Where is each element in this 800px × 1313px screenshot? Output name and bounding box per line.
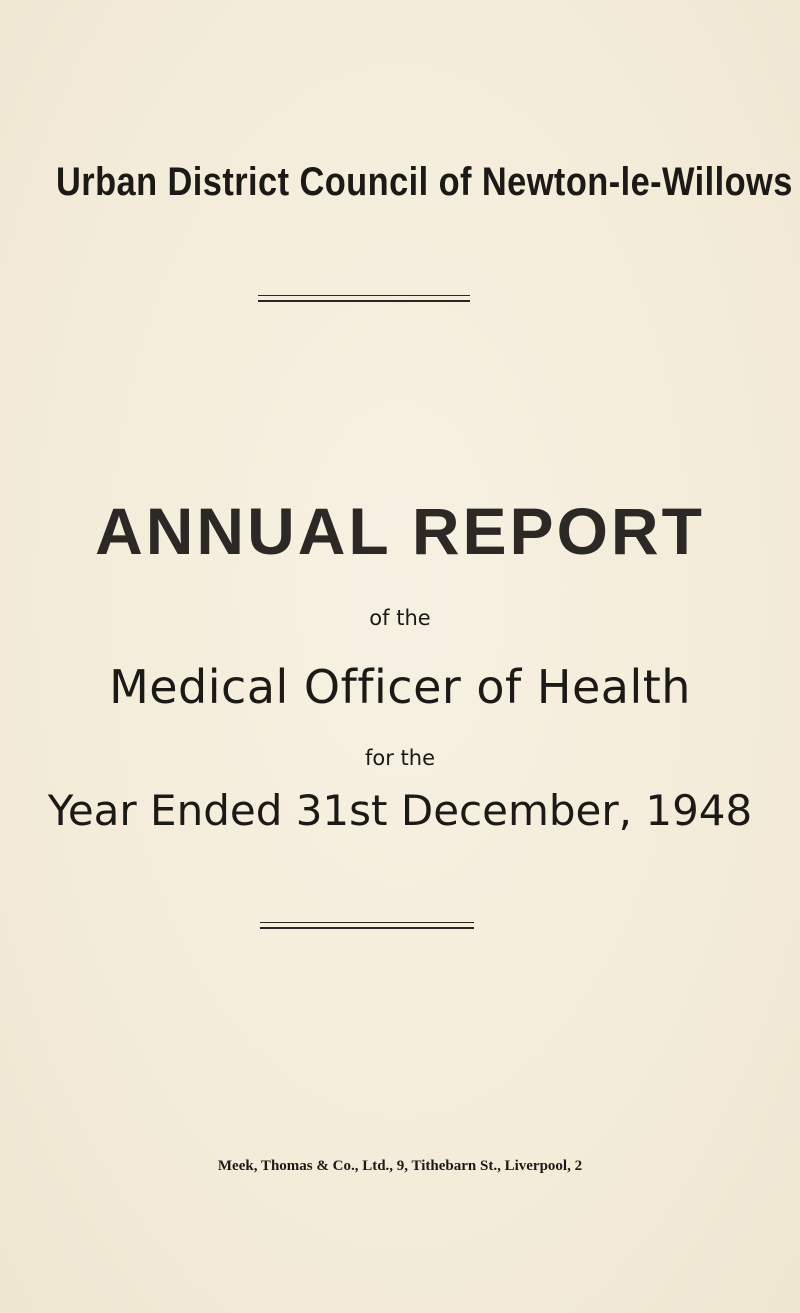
double-rule-bottom [260, 922, 474, 929]
connector-of-the: of the [369, 606, 431, 630]
officer-title: Medical Officer of Health [109, 660, 691, 714]
printer-imprint: Meek, Thomas & Co., Ltd., 9, Tithebarn St., Liverpool, 2 [217, 1158, 583, 1174]
report-title: ANNUAL REPORT [95, 494, 705, 568]
year-line: Year Ended 31st December, 1948 [47, 786, 753, 835]
connector-for-the: for the [364, 746, 435, 770]
council-title: Urban District Council of Newton-le-Willows [56, 160, 793, 204]
double-rule-top [258, 295, 470, 302]
